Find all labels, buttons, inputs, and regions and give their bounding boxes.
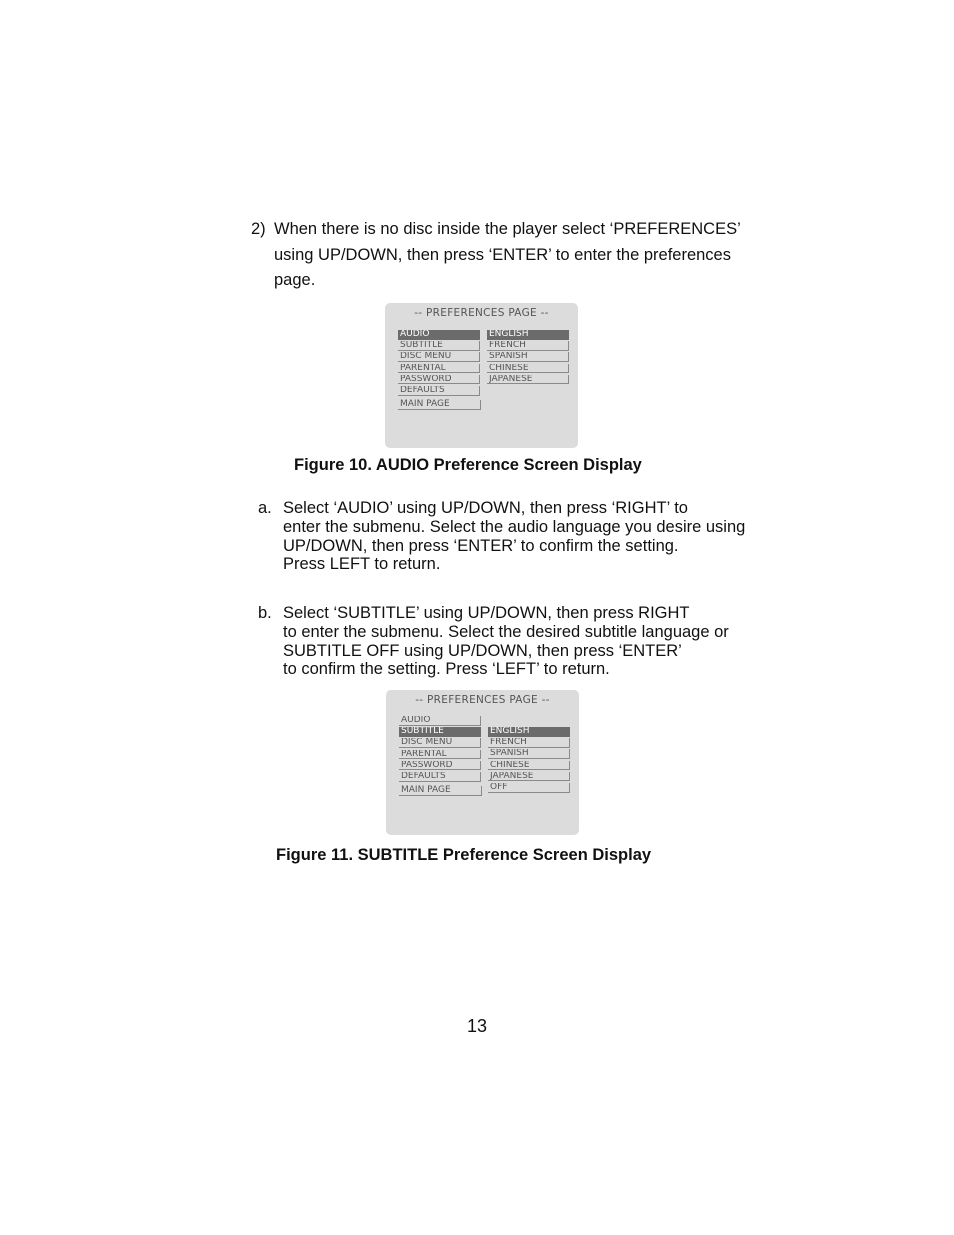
osd-menu-item-subtitle: SUBTITLE: [399, 727, 481, 737]
osd-menu-column: [399, 716, 481, 783]
osd-option-chinese: CHINESE: [487, 364, 569, 374]
osd-main-page: MAIN PAGE: [399, 786, 482, 796]
item-b-line: Select ‘SUBTITLE’ using UP/DOWN, then press RIGHT: [283, 604, 690, 622]
step-2-line: page.: [274, 271, 316, 289]
item-a-line: Select ‘AUDIO’ using UP/DOWN, then press ‘RIGHT’ to: [283, 499, 688, 517]
osd-menu-item-disc-menu: DISC MENU: [398, 352, 480, 362]
page-number: 13: [466, 1016, 488, 1036]
osd-menu-item-parental: PARENTAL: [399, 750, 481, 760]
osd-option-french: FRENCH: [488, 738, 570, 748]
item-a-text: [283, 499, 745, 574]
osd-menu-column: [398, 330, 480, 397]
figure-11-screen: [386, 690, 579, 835]
osd-menu-item-audio: AUDIO: [398, 330, 480, 340]
osd-option-japanese: JAPANESE: [488, 772, 570, 782]
item-b-line: to enter the submenu. Select the desired subtitle language or: [283, 622, 729, 641]
osd-menu-item-disc-menu: DISC MENU: [399, 738, 481, 748]
osd-options-column: [487, 330, 569, 386]
item-a-line: Press LEFT to return.: [283, 555, 441, 574]
item-b-line: to confirm the setting. Press ‘LEFT’ to return.: [283, 660, 610, 679]
osd-menu-item-password: PASSWORD: [399, 761, 481, 771]
osd-option-off: OFF: [488, 783, 570, 793]
item-b-line: SUBTITLE OFF using UP/DOWN, then press ‘ENTER’: [283, 641, 682, 660]
osd-option-chinese: CHINESE: [488, 761, 570, 771]
osd-option-french: FRENCH: [487, 341, 569, 351]
osd-title: -- PREFERENCES PAGE --: [414, 307, 549, 319]
figure-10-screen: [385, 303, 578, 448]
osd-menu-item-parental: PARENTAL: [398, 364, 480, 374]
step-2-line: When there is no disc inside the player select ‘PREFERENCES’: [274, 220, 741, 238]
osd-option-japanese: JAPANESE: [487, 375, 569, 385]
osd-options-column: [488, 727, 570, 794]
item-a-line: UP/DOWN, then press ‘ENTER’ to confirm the setting.: [283, 536, 679, 555]
osd-menu-item-subtitle: SUBTITLE: [398, 341, 480, 351]
osd-option-spanish: SPANISH: [488, 749, 570, 759]
osd-menu-item-defaults: DEFAULTS: [398, 386, 480, 396]
item-b-text: [283, 604, 729, 679]
figure-11-caption: Figure 11. SUBTITLE Preference Screen Display: [276, 846, 652, 864]
osd-option-english: ENGLISH: [488, 727, 570, 737]
osd-main-page: MAIN PAGE: [398, 400, 481, 410]
osd-menu-item-password: PASSWORD: [398, 375, 480, 385]
step-2-text: [274, 217, 741, 294]
step-2-line: using UP/DOWN, then press ‘ENTER’ to enter the preferences: [274, 245, 731, 264]
osd-menu-item-audio: AUDIO: [399, 716, 481, 726]
osd-menu-item-defaults: DEFAULTS: [399, 772, 481, 782]
osd-title: -- PREFERENCES PAGE --: [415, 694, 550, 706]
osd-option-english: ENGLISH: [487, 330, 569, 340]
item-a-marker: a.: [258, 499, 272, 517]
step-2-marker: 2): [251, 220, 266, 238]
osd-option-spanish: SPANISH: [487, 352, 569, 362]
figure-10-caption: Figure 10. AUDIO Preference Screen Display: [294, 456, 642, 474]
item-a-line: enter the submenu. Select the audio language you desire using: [283, 517, 746, 536]
item-b-marker: b.: [258, 604, 272, 622]
